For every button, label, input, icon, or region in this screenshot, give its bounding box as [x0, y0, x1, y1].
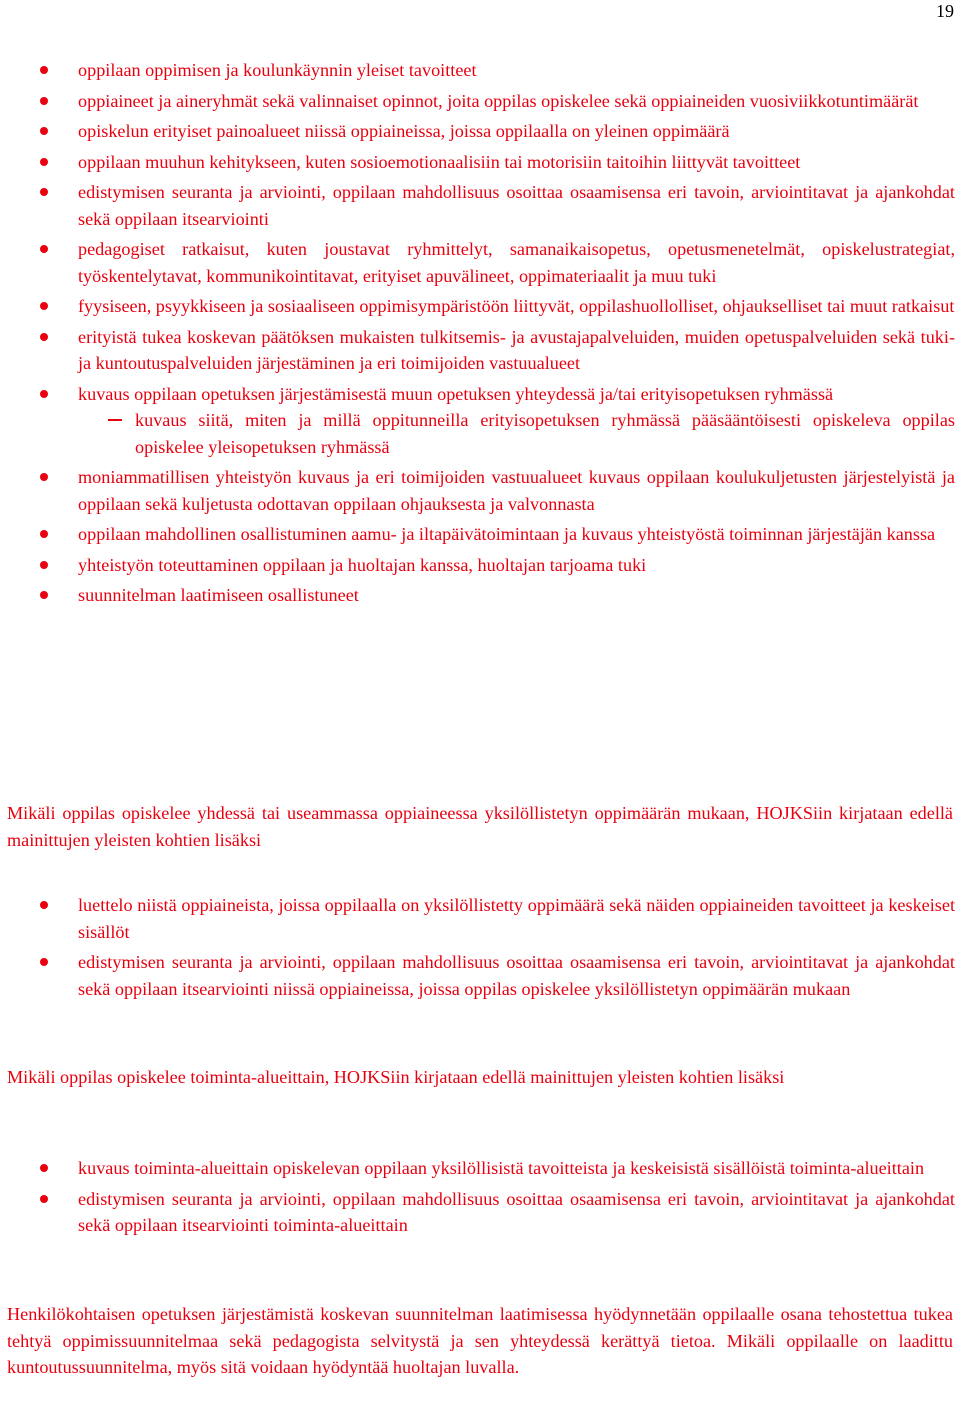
- list-item: oppilaan mahdollinen osallistuminen aamu- ja iltapäivätoimintaan ja kuvaus yhteistyöstä toiminnan järjestäjän kanssa: [0, 521, 955, 548]
- sub-list: [78, 407, 955, 460]
- content-requirements-list: [0, 57, 955, 613]
- bullet-icon: [40, 188, 48, 196]
- bullet-icon: [40, 958, 48, 966]
- list-item: luettelo niistä oppiaineista, joissa oppilaalla on yksilöllistetty oppimäärä sekä näiden oppiaineiden tavoitteet ja keskeiset sisällöt: [0, 892, 955, 945]
- bullet-icon: [40, 1195, 48, 1203]
- list-item: kuvaus oppilaan opetuksen järjestämisestä muun opetuksen yhteydessä ja/tai erityisopetuksen ryhmässä kuvaus siitä, miten ja millä oppitunneilla erityisopetuksen ryhmässä pääsääntöisesti opiskeleva oppilas opiskelee yleisopetuksen ryhmässä: [0, 381, 955, 461]
- list-item: edistymisen seuranta ja arviointi, oppilaan mahdollisuus osoittaa osaamisensa eri tavoin, arviointitavat ja ajankohdat sekä oppilaan itsearviointi niissä oppiaineissa, joissa oppilas opiskelee yksilöllistetyn oppimäärän mukaan: [0, 949, 955, 1002]
- bullet-icon: [40, 302, 48, 310]
- individualized-syllabus-list: [0, 892, 955, 1006]
- list-item: yhteistyön toteuttaminen oppilaan ja huoltajan kanssa, huoltajan tarjoama tuki: [0, 552, 955, 579]
- list-item: pedagogiset ratkaisut, kuten joustavat ryhmittelyt, samanaikaisopetus, opetusmenetelmät, opiskelustrategiat, työskentelytavat, kommunikointitavat, erityiset apuvälineet, oppimateriaalit ja muu tuki: [0, 236, 955, 289]
- bullet-icon: [40, 333, 48, 341]
- list-item: opiskelun erityiset painoalueet niissä oppiaineissa, joissa oppilaalla on yleinen oppimäärä: [0, 118, 955, 145]
- dash-icon: [108, 419, 122, 421]
- bullet-icon: [40, 561, 48, 569]
- paragraph-plan-preparation: Henkilökohtaisen opetuksen järjestämistä koskevan suunnitelman laatimisessa hyödynnetään oppilaalle osana tehostettua tukea tehtyä oppimissuunnitelmaa sekä pedagogista selvitystä ja sen yhteydessä kerättyä tietoa. Mikäli oppilaalle on laadittu kuntoutussuunnitelma, myös sitä voidaan hyödyntää huoltajan luvalla.: [7, 1304, 953, 1377]
- paragraph-activity-areas: Mikäli oppilas opiskelee toiminta-alueittain, HOJKSiin kirjataan edellä mainittujen yleisten kohtien lisäksi: [7, 1067, 785, 1087]
- list-item: kuvaus toiminta-alueittain opiskelevan oppilaan yksilöllisistä tavoitteista ja keskeisistä sisällöistä toiminta-alueittain: [0, 1155, 955, 1182]
- list-item: edistymisen seuranta ja arviointi, oppilaan mahdollisuus osoittaa osaamisensa eri tavoin, arviointitavat ja ajankohdat sekä oppilaan itsearviointi toiminta-alueittain: [0, 1186, 955, 1239]
- list-item: edistymisen seuranta ja arviointi, oppilaan mahdollisuus osoittaa osaamisensa eri tavoin, arviointitavat ja ajankohdat sekä oppilaan itsearviointi: [0, 179, 955, 232]
- sub-list-item: kuvaus siitä, miten ja millä oppitunneilla erityisopetuksen ryhmässä pääsääntöisesti opiskeleva oppilas opiskelee yleisopetuksen ryhmässä: [78, 407, 955, 460]
- list-item: erityistä tukea koskevan päätöksen mukaisten tulkitsemis- ja avustajapalveluiden, muiden opetuspalveluiden sekä tuki- ja kuntoutuspalveluiden järjestäminen ja eri toimijoiden vastuualueet: [0, 324, 955, 377]
- list-item: suunnitelman laatimiseen osallistuneet: [0, 582, 955, 609]
- bullet-icon: [40, 390, 48, 398]
- bullet-icon: [40, 1164, 48, 1172]
- page-number: 19: [936, 1, 954, 21]
- bullet-icon: [40, 530, 48, 538]
- bullet-icon: [40, 97, 48, 105]
- activity-areas-list: [0, 1155, 955, 1243]
- bullet-icon: [40, 591, 48, 599]
- list-item: fyysiseen, psyykkiseen ja sosiaaliseen oppimisympäristöön liittyvät, oppilashuollolliset, ohjaukselliset tai muut ratkaisut: [0, 293, 955, 320]
- list-item: moniammatillisen yhteistyön kuvaus ja eri toimijoiden vastuualueet kuvaus oppilaan koulukuljetusten järjestelyistä ja oppilaan sekä kuljetusta odottavan oppilaan ohjauksesta ja valvonnasta: [0, 464, 955, 517]
- list-item: oppilaan muuhun kehitykseen, kuten sosioemotionaalisiin tai motorisiin taitoihin liittyvät tavoitteet: [0, 149, 955, 176]
- paragraph-individualized-syllabus: Mikäli oppilas opiskelee yhdessä tai useammassa oppiaineessa yksilöllistetyn oppimäärän mukaan, HOJKSiin kirjataan edellä mainittujen yleisten kohtien lisäksi: [7, 803, 953, 850]
- bullet-icon: [40, 473, 48, 481]
- bullet-icon: [40, 127, 48, 135]
- list-item: oppiaineet ja aineryhmät sekä valinnaiset opinnot, joita oppilas opiskelee sekä oppiaineiden vuosiviikkotuntimäärät: [0, 88, 955, 115]
- bullet-icon: [40, 901, 48, 909]
- bullet-icon: [40, 158, 48, 166]
- bullet-icon: [40, 245, 48, 253]
- list-item: oppilaan oppimisen ja koulunkäynnin yleiset tavoitteet: [0, 57, 955, 84]
- bullet-icon: [40, 66, 48, 74]
